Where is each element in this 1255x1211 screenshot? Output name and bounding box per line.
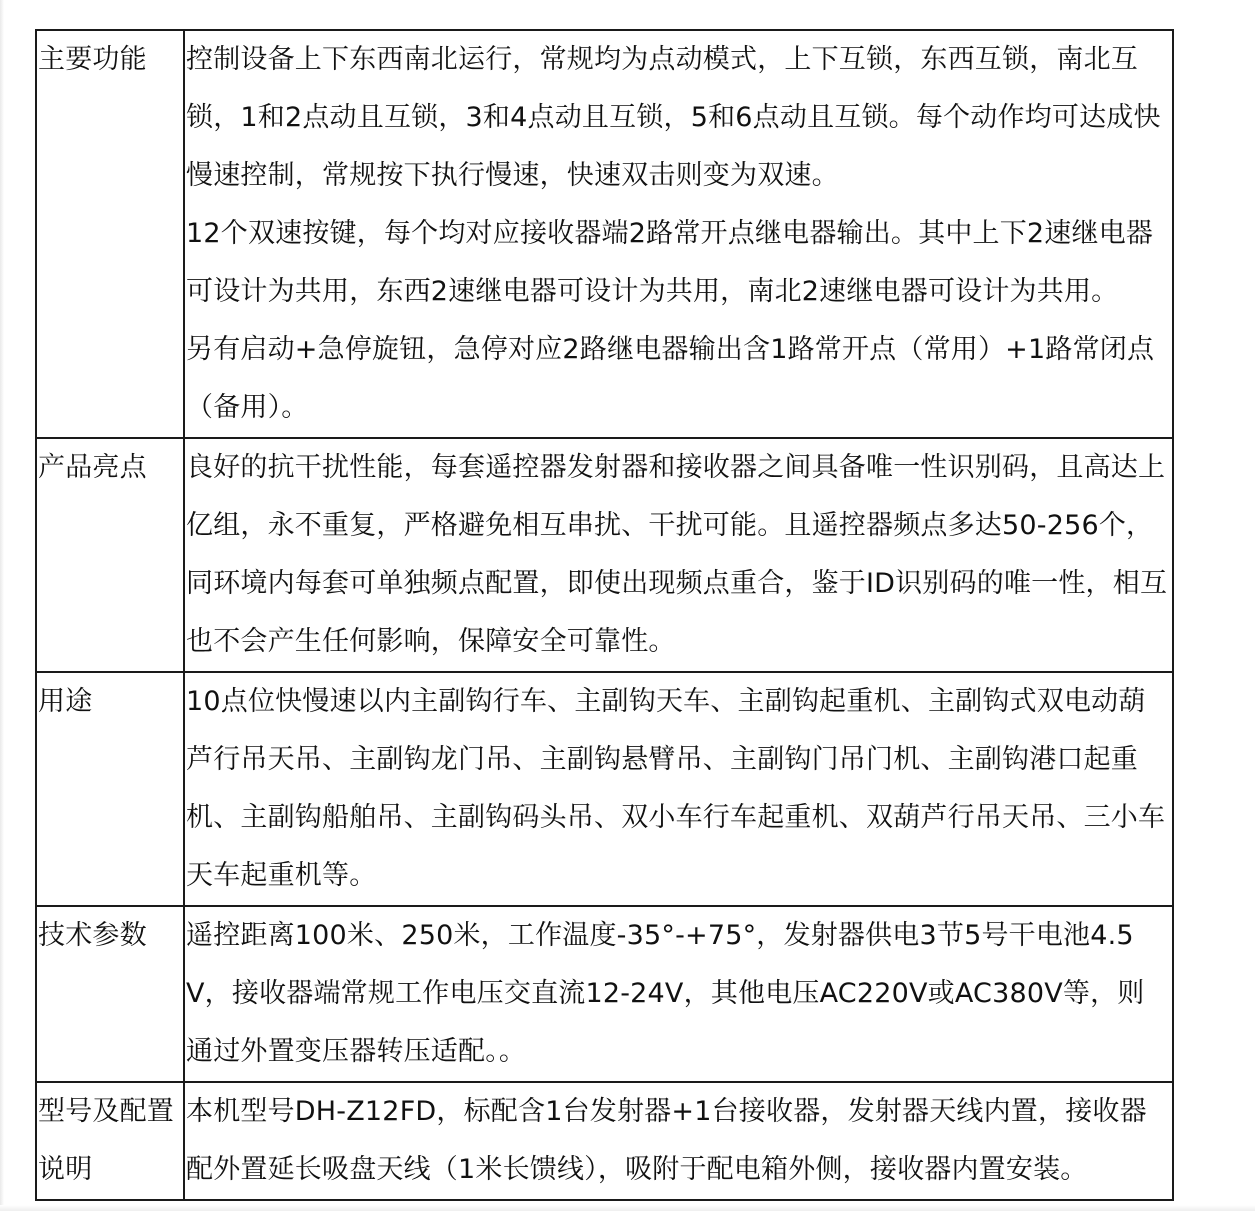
label-cell: [36, 672, 184, 906]
content-paragraph: 10点位快慢速以内主副钩行车、主副钩天车、主副钩起重机、主副钩式双电动葫芦行吊天吊、主副钩龙门吊、主副钩悬臂吊、主副钩门吊门机、主副钩港口起重机、主副钩船舶吊、主副钩码头吊、双小车行车起重机、双葫芦行吊天吊、三小车天车起重机等。: [186, 686, 1166, 891]
table-row-tech-params: [36, 906, 1173, 1082]
content-paragraph: 遥控距离100米、250米，工作温度-35°-+75°，发射器供电3节5号干电池4.5V，接收器端常规工作电压交直流12-24V，其他电压AC220V或AC380V等，则通过外置变压器转压适配。。: [186, 920, 1145, 1067]
row-label: 技术参数: [38, 920, 147, 951]
content-cell: [184, 906, 1173, 1082]
table-row-model-config: [36, 1082, 1173, 1200]
row-label: 用途: [38, 686, 93, 717]
content-cell: [184, 438, 1173, 672]
content-paragraph: 12个双速按键，每个均对应接收器端2路常开点继电器输出。其中上下2速继电器可设计为共用，东西2速继电器可设计为共用，南北2速继电器可设计为共用。: [186, 218, 1154, 307]
bottom-edge-shadow: [0, 1205, 1255, 1211]
label-cell: [36, 30, 184, 438]
content-paragraph: 控制设备上下东西南北运行，常规均为点动模式，上下互锁，东西互锁，南北互锁，1和2点动且互锁，3和4点动且互锁，5和6点动且互锁。每个动作均可达成快慢速控制，常规按下执行慢速，快速双击则变为双速。: [186, 44, 1161, 191]
content-cell: [184, 672, 1173, 906]
row-label: 产品亮点: [38, 452, 147, 483]
label-cell: [36, 438, 184, 672]
table-row-usage: [36, 672, 1173, 906]
spec-table: [35, 29, 1174, 1201]
row-label: 型号及配置说明: [38, 1096, 174, 1185]
left-edge-shadow: [0, 0, 4, 1211]
label-cell: [36, 906, 184, 1082]
content-paragraph: 另有启动+急停旋钮，急停对应2路继电器输出含1路常开点（常用）+1路常闭点（备用）。: [186, 334, 1155, 423]
content-cell: [184, 30, 1173, 438]
content-paragraph: 本机型号DH-Z12FD，标配含1台发射器+1台接收器，发射器天线内置，接收器配外置延长吸盘天线（1米长馈线），吸附于配电箱外侧，接收器内置安装。: [186, 1096, 1147, 1185]
row-label: 主要功能: [38, 44, 147, 75]
table-row-main-function: [36, 30, 1173, 438]
content-paragraph: 良好的抗干扰性能，每套遥控器发射器和接收器之间具备唯一性识别码，且高达上亿组，永不重复，严格避免相互串扰、干扰可能。且遥控器频点多达50-256个，同环境内每套可单独频点配置，即使出现频点重合，鉴于ID识别码的唯一性，相互也不会产生任何影响，保障安全可靠性。: [186, 452, 1168, 657]
table-row-highlights: [36, 438, 1173, 672]
label-cell: [36, 1082, 184, 1200]
content-cell: [184, 1082, 1173, 1200]
